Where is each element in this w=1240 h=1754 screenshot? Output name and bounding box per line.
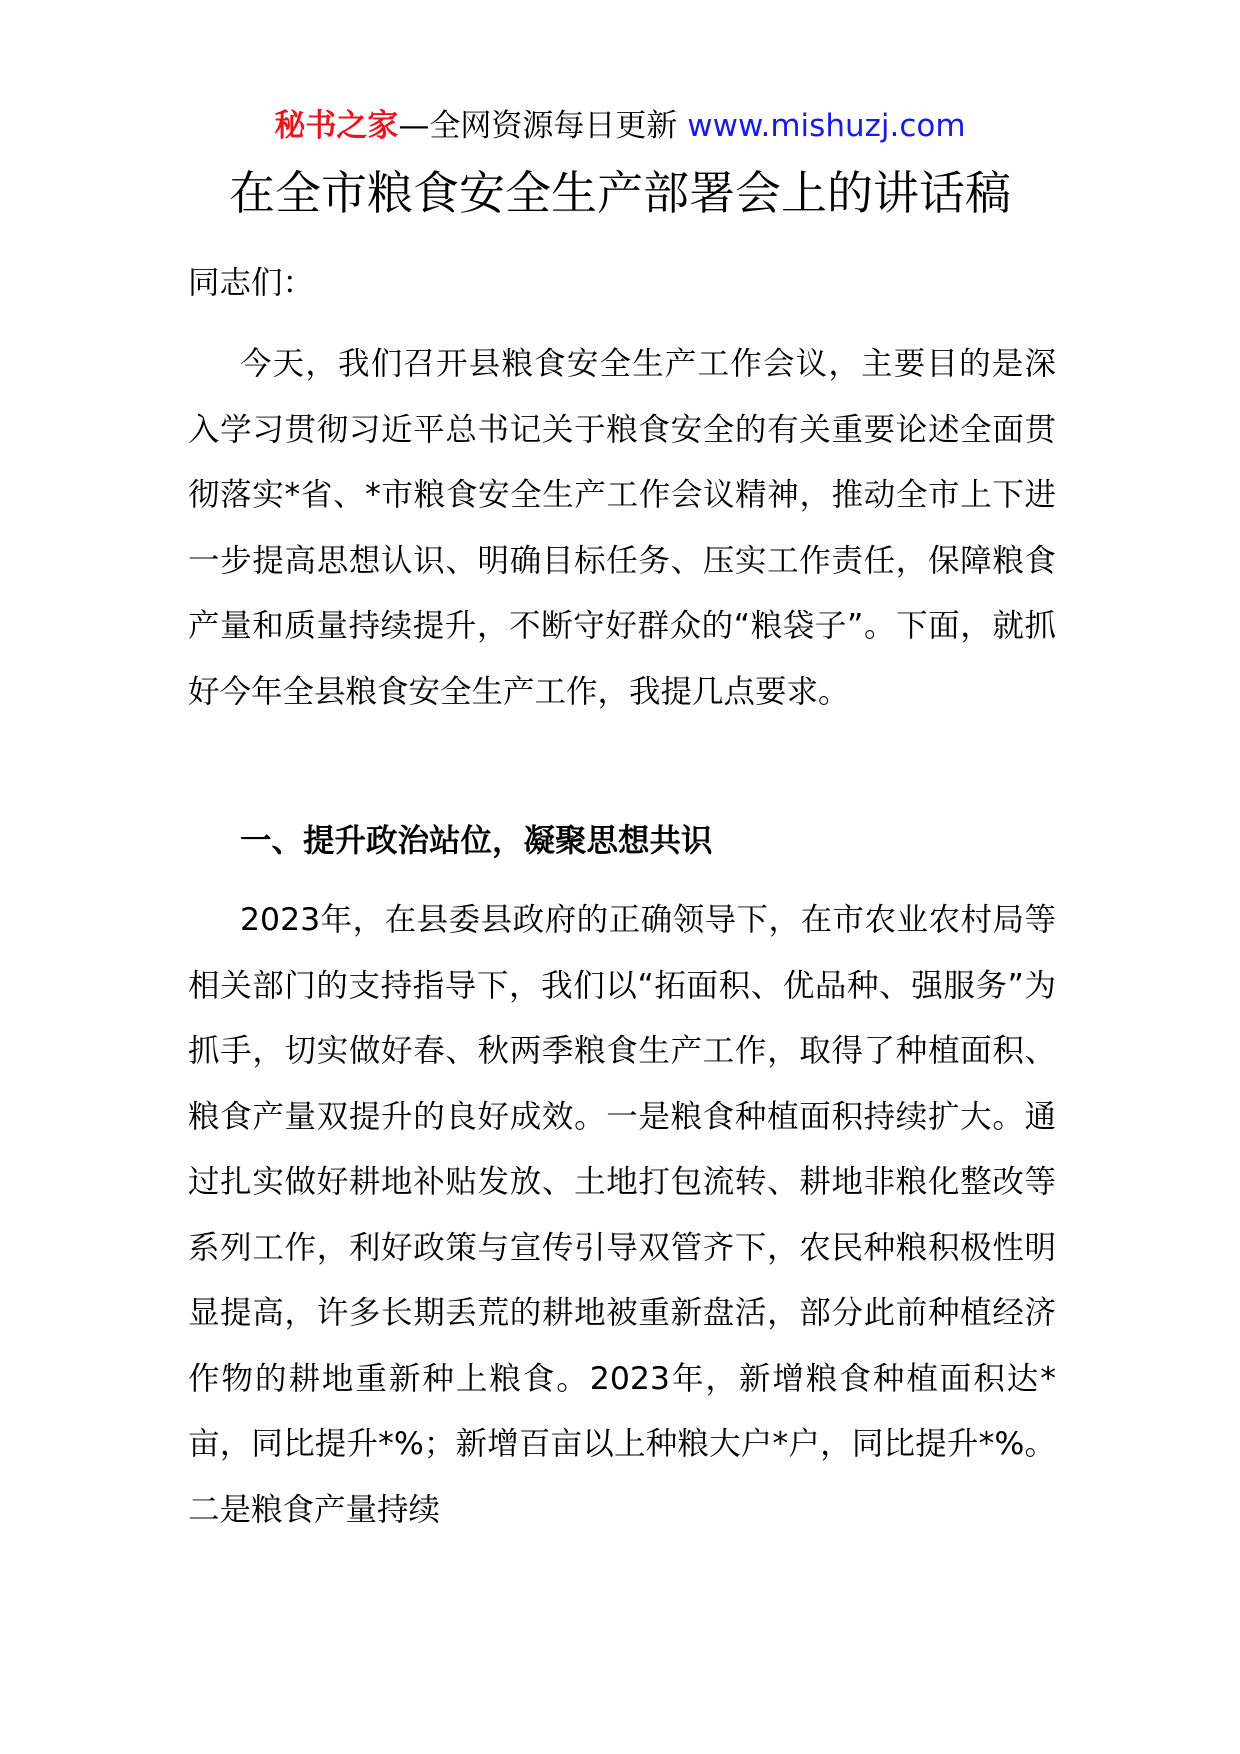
paragraph-section-1: 2023年，在县委县政府的正确领导下，在市农业农村局等相关部门的支持指导下，我们以“拓面积、优品种、强服务”为抓手，切实做好春、秋两季粮食生产工作，取得了种植面积、粮食产量双提升的良好成效。一是粮食种植面积持续扩大。通过扎实做好耕地补贴发放、土地打包流转、耕地非粮化整改等系列工作，利好政策与宣传引导双管齐下，农民种粮积极性明显提高，许多长期丢荒的耕地被重新盘活，部分此前种植经济作物的耕地重新种上粮食。2023年，新增粮食种植面积达*亩，同比提升*%；新增百亩以上种粮大户*户，同比提升*%。二是粮食产量持续 (188, 902, 1056, 1528)
brand-slogan: —全网资源每日更新 (398, 108, 688, 144)
paragraph-intro: 今天，我们召开县粮食安全生产工作会议，主要目的是深入学习贯彻习近平总书记关于粮食安全的有关重要论述全面贯彻落实*省、*市粮食安全生产工作会议精神，推动全市上下进一步提高思想认识、明确目标任务、压实工作责任，保障粮食产量和质量持续提升，不断守好群众的“粮袋子”。下面，就抓好今年全县粮食安全生产工作，我提几点要求。 (188, 346, 1056, 710)
brand-name: 秘书之家 (274, 108, 399, 144)
section-heading-1: 一、提升政治站位，凝聚思想共识 (240, 823, 713, 859)
site-url-link[interactable]: www.mishuzj.com (687, 108, 966, 144)
document-title: 在全市粮食安全生产部署会上的讲话稿 (229, 166, 1011, 220)
site-banner (0, 104, 1240, 148)
salutation: 同志们： (188, 265, 315, 301)
